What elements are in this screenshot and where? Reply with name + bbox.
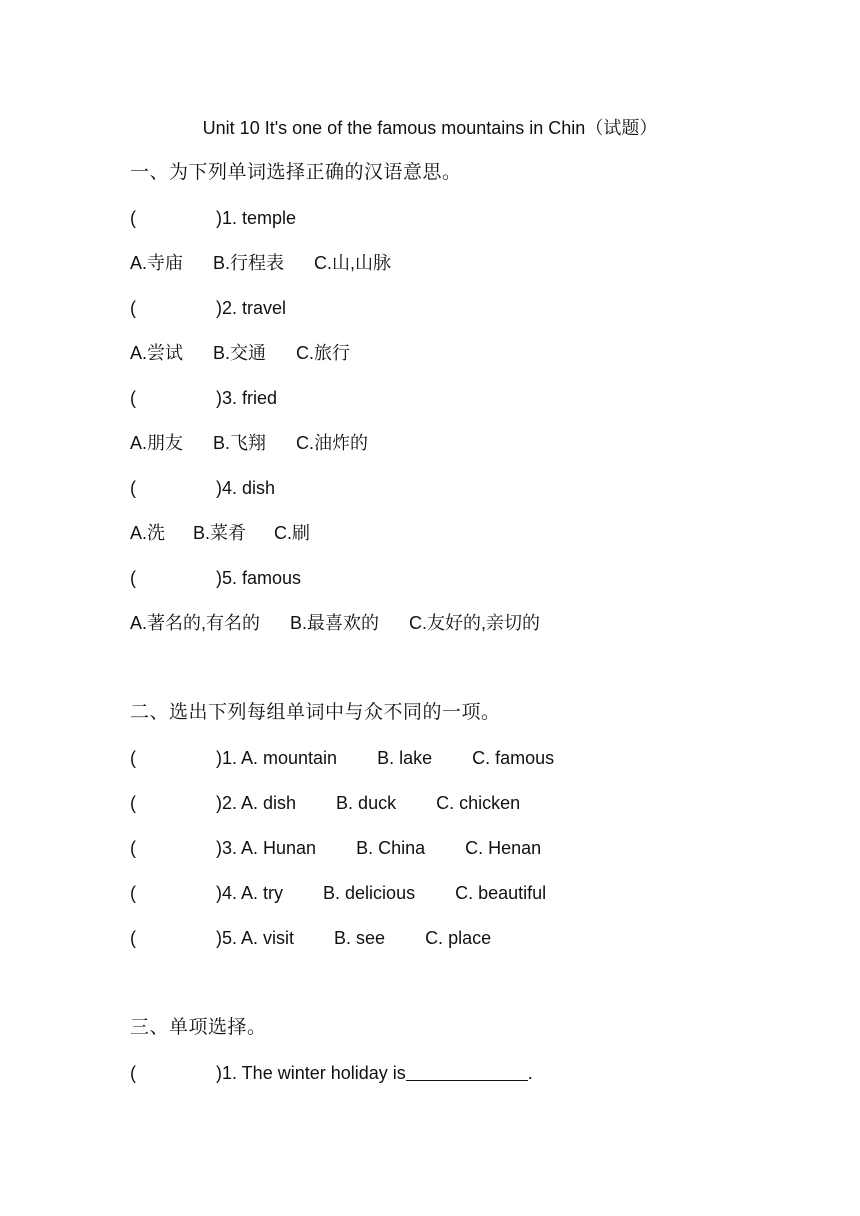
option-c: C. chicken	[436, 793, 521, 813]
s1-options-1	[130, 251, 391, 275]
option-b: B. lake	[377, 748, 433, 768]
answer-paren[interactable]: (	[130, 478, 136, 498]
option-b: B.行程表	[213, 253, 285, 273]
option-c: C.油炸的	[296, 433, 369, 453]
fill-blank[interactable]	[406, 1062, 528, 1081]
question-text: )1. temple	[216, 208, 297, 228]
answer-paren[interactable]: (	[130, 838, 136, 858]
option-a: A.著名的,有名的	[130, 613, 261, 633]
question-text: )4. A. try	[216, 883, 284, 903]
s1-options-3	[130, 431, 368, 455]
section-3-heading: 三、单项选择。	[130, 1017, 267, 1038]
answer-paren[interactable]: (	[130, 793, 136, 813]
option-c: C. Henan	[465, 838, 542, 858]
option-b: B.飞翔	[213, 433, 267, 453]
option-b: B.菜肴	[193, 523, 247, 543]
question-text: )1. A. mountain	[216, 748, 338, 768]
option-b: B. China	[356, 838, 426, 858]
option-a: A.洗	[130, 523, 166, 543]
option-c: C.山,山脉	[314, 253, 392, 273]
option-b: B. see	[334, 928, 386, 948]
answer-paren[interactable]: (	[130, 568, 136, 588]
question-text: )2. A. dish	[216, 793, 297, 813]
answer-paren[interactable]: (	[130, 748, 136, 768]
option-b: B.最喜欢的	[290, 613, 380, 633]
section-2-heading: 二、选出下列每组单词中与众不同的一项。	[130, 702, 501, 723]
s1-question-2	[130, 296, 286, 320]
s1-question-5	[130, 566, 301, 590]
question-text: )5. A. visit	[216, 928, 295, 948]
option-a: A.尝试	[130, 343, 184, 363]
option-c: C.友好的,亲切的	[409, 613, 541, 633]
option-c: C.刷	[274, 523, 311, 543]
s3-question-1	[130, 1061, 533, 1085]
option-b: B. delicious	[323, 883, 416, 903]
option-c: C. place	[425, 928, 492, 948]
question-text: )3. A. Hunan	[216, 838, 317, 858]
s1-question-1	[130, 206, 296, 230]
option-c: C. famous	[472, 748, 555, 768]
question-end: .	[527, 1063, 533, 1083]
question-text: )2. travel	[216, 298, 287, 318]
s2-question-5	[130, 926, 491, 950]
s1-options-2	[130, 341, 350, 365]
answer-paren[interactable]: (	[130, 883, 136, 903]
option-a: A.寺庙	[130, 253, 184, 273]
question-text: )5. famous	[216, 568, 302, 588]
option-a: A.朋友	[130, 433, 184, 453]
question-text: )1. The winter holiday is	[216, 1063, 406, 1083]
option-c: C. beautiful	[455, 883, 547, 903]
question-text: )3. fried	[216, 388, 278, 408]
s2-question-3	[130, 836, 541, 860]
question-text: )4. dish	[216, 478, 276, 498]
s1-options-5	[130, 611, 540, 635]
option-c: C.旅行	[296, 343, 351, 363]
page-title: Unit 10 It's one of the famous mountains in Chin（试题）	[202, 118, 658, 138]
answer-paren[interactable]: (	[130, 1063, 136, 1083]
option-b: B.交通	[213, 343, 267, 363]
s1-question-4	[130, 476, 275, 500]
answer-paren[interactable]: (	[130, 928, 136, 948]
section-1-heading: 一、为下列单词选择正确的汉语意思。	[130, 162, 462, 183]
option-b: B. duck	[336, 793, 397, 813]
s1-question-3	[130, 386, 277, 410]
s2-question-1	[130, 746, 554, 770]
answer-paren[interactable]: (	[130, 388, 136, 408]
answer-paren[interactable]: (	[130, 208, 136, 228]
answer-paren[interactable]: (	[130, 298, 136, 318]
s2-question-2	[130, 791, 520, 815]
s1-options-4	[130, 521, 310, 545]
s2-question-4	[130, 881, 546, 905]
